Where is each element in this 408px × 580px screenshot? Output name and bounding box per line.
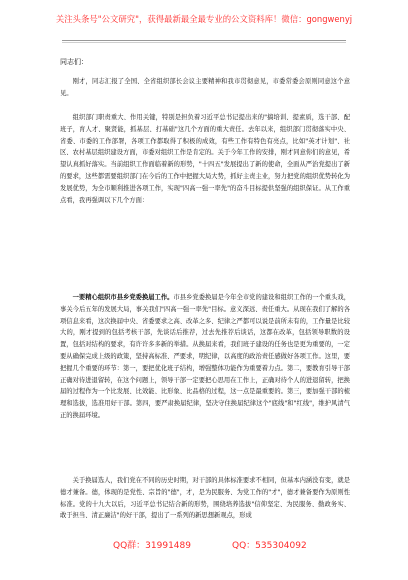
banner-text: 关注头条号"公文研究"，获得最新最全最专业的公文资料库！微信：gongwenyj: [55, 14, 353, 24]
paragraph-1: 刚才，同志汇报了全国、全省组织部长会议主要精神和我市贯彻意见，市委常委会原则同意这个意见。: [60, 78, 350, 97]
paragraph-3: [60, 292, 350, 464]
salutation: 同志们：: [60, 58, 88, 66]
header-divider-secondary: [62, 42, 346, 43]
qq-number-text: QQ：535304092: [232, 541, 307, 551]
qq-group-text: QQ群：31991489: [113, 541, 191, 551]
paragraph-4: 关于换届选人，我们党在不同的历史时期，对干部的具体标准要求不相同，但基本内涵没有变，就是德才兼备。德，体现的是党性、宗旨的"德"，才，是为民服务、为党工作的"才"，德才兼备要作为原则性标准。党的十九大以后，习近平总书记结合新的形势，围绕培养选拔"信仰坚定、为民服务、勤政务实、敢于担当、清正廉洁"的好干部，提出了一系列的新思想新观点，形成: [60, 477, 350, 520]
header-banner: [0, 14, 408, 24]
paragraph-3-body: 市县乡党委换届是今年全市党的建设和组织工作的一个重头戏，事关今后五年的发展大局，事关我们"四高一强一率先"目标。意义深远、责任重大。从现在我们了解的各项信息来看，这次换届中央、省委要求之高、改革之多、纪律之严都可以说是前所未有的，工作量是比较大的，刚才提到的包括考核干部，先谈话后推荐，过去先推荐后谈话，这都在改革，包括领导职数的设置，包括对结构的要求，有许许多多新的举措。从换届来看，我们班子建设的任务也是更为重要的，一定要从确保完成上级的政策，坚持高标准、严要求，明纪律，以高度的政治责任感做好各项工作。这里，要把握几个重要的环节：第一，要把优化班子结构，增强整体功能作为重要着力点。第二，要教育引导干部正确对待进退留转，在这个问题上，领导干部一定要把心思用在工作上，正确对待个人的进退留转，把换届的过程作为一个比发展、比效能、比形象、比品格的过程，这一点是最重要的。第三，要加强干部的梳理和选拔，选准用好干部。第四，要严肃换届纪律，坚决守住换届纪律这个"底线"和"红线"，维护风清气正的换届环境。: [60, 294, 350, 419]
paragraph-3-lead: 一要精心组织市县乡党委换届工作。: [72, 294, 174, 301]
paragraph-2: 组织部门职责重大、作用关键，特别是担负着习近平总书记提出来的"搞培训、提素质，选干部、配班子，育人才、聚贤能，抓基层、打基础"这几个方面的重大责任。去年以来，组织部门贯彻落实中央、省委、市委的工作部署，各项工作都取得了积极的成效，有些工作有特色有亮点，比如"英才计划"、社区、农村基层组织建设方面，市委对组织工作是肯定的。关于今年工作的安排，刚才同意你们的意见，希望认真抓好落实。当前组织工作面临着新的形势，"十四五"发展提出了新的使命，全面从严治党提出了新的要求，这些都需要组织部门在今后的工作中把握大局大势，抓好主责主业，努力把党的组织优势转化为发展优势，为全市顺利推进各项工作，实现"四高一强一率先"的奋斗目标提供坚强的组织保证。从工作重点看，我再强调以下几个方面：: [60, 114, 350, 204]
